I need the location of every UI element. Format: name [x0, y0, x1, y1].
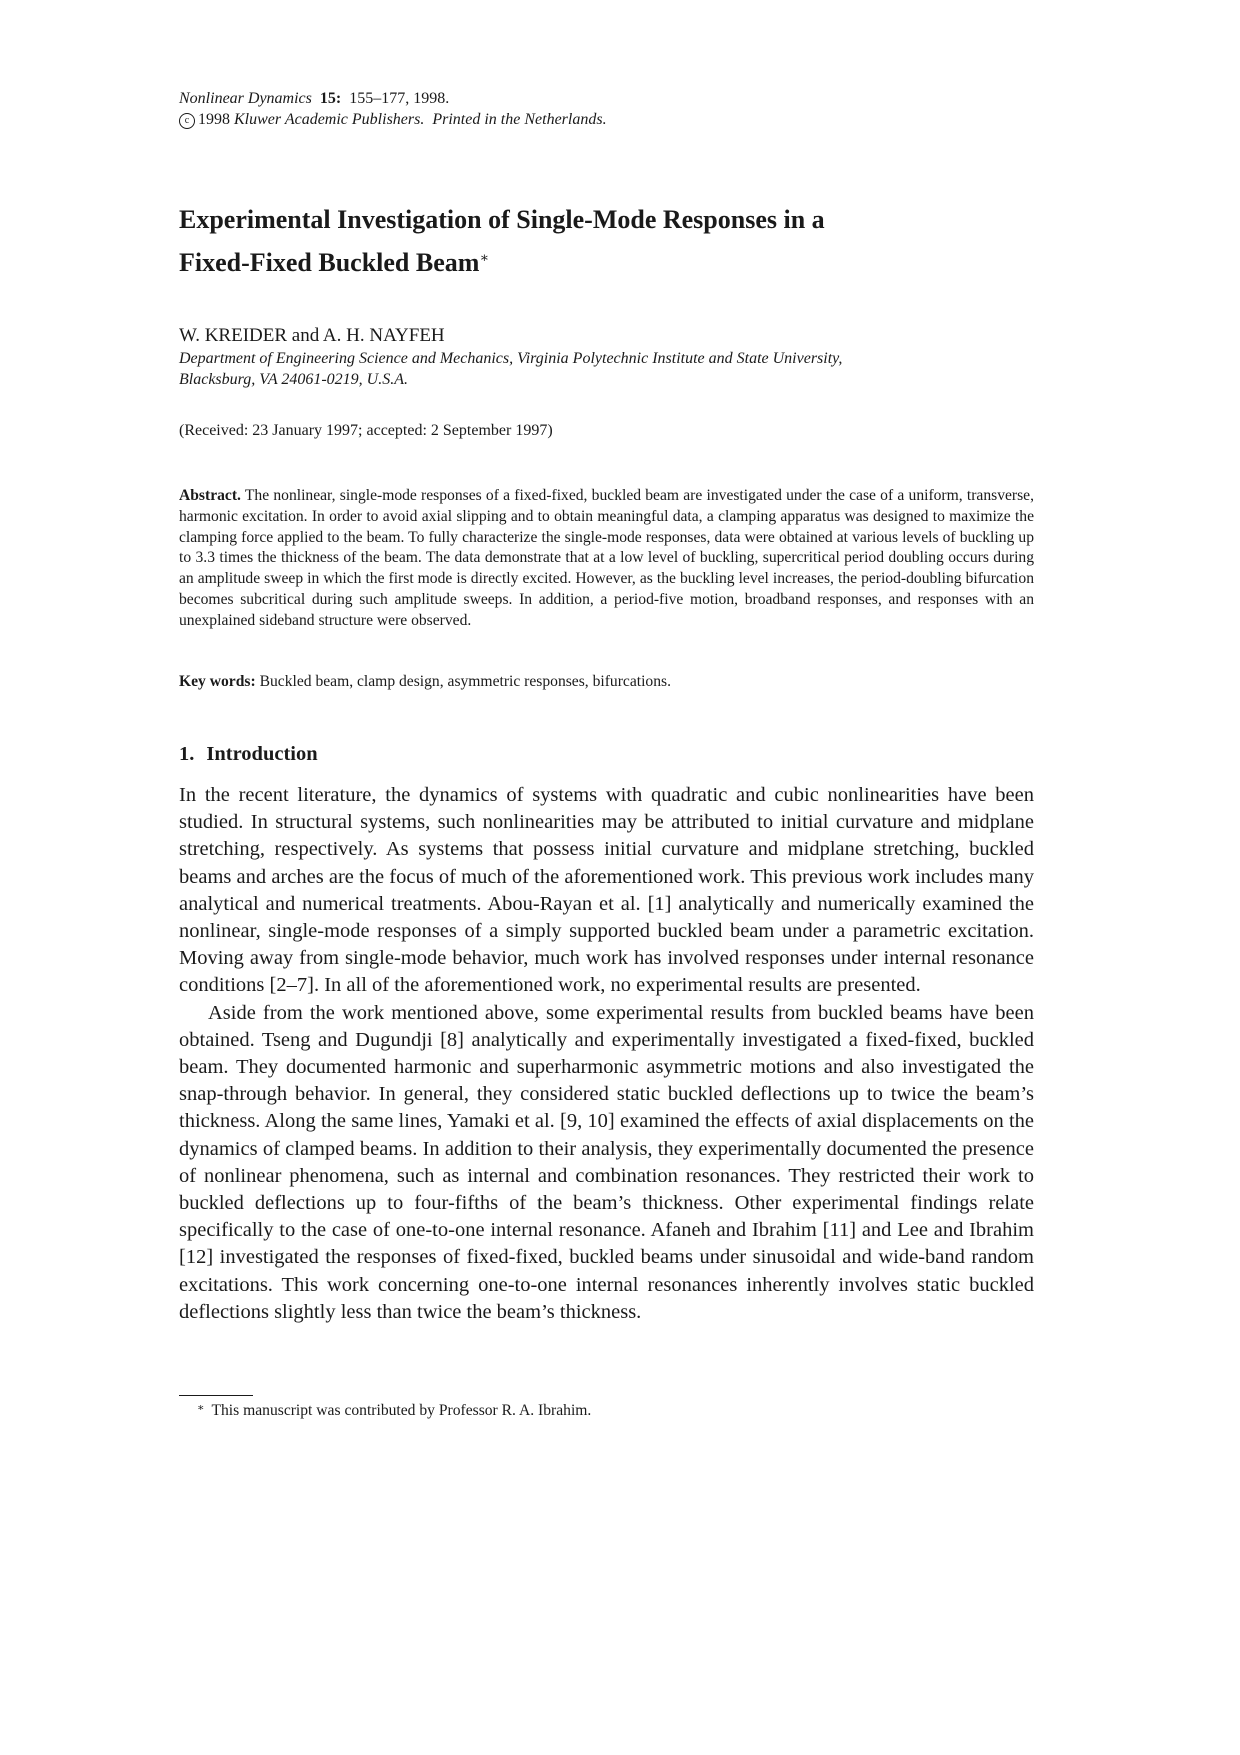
abstract: [179, 486, 1034, 632]
footnote-divider: [179, 1395, 253, 1396]
journal-header: [179, 88, 1079, 130]
affiliation: [179, 348, 1059, 390]
copyright-symbol: c: [179, 113, 195, 129]
keywords-text: Buckled beam, clamp design, asymmetric responses, bifurcations.: [259, 673, 671, 690]
title-footnote-mark: ∗: [479, 251, 489, 266]
paper-title: [179, 200, 1059, 282]
copyright-line: [179, 109, 1079, 130]
title-line-1: Experimental Investigation of Single-Mode Responses in a: [179, 205, 825, 234]
title-line-2: Fixed-Fixed Buckled Beam: [179, 248, 480, 277]
section-number: 1.: [179, 743, 195, 765]
body-paragraph-1: In the recent literature, the dynamics of systems with quadratic and cubic nonlinearities have been studied. In structural systems, such nonlinearities may be attributed to initial curvature and midplane stretching, respectively. As systems that possess initial curvature and midplane stretching, buckled beams and arches are the focus of much of the aforementioned work. This previous work includes many analytical and numerical treatments. Abou-Rayan et al. [1] analytically and numerically examined the nonlinear, single-mode responses of a simply supported buckled beam under a parametric excitation. Moving away from single-mode behavior, much work has involved responses under internal resonance conditions [2–7]. In all of the aforementioned work, no experimental results are presented.: [179, 784, 1034, 997]
publisher-name: Kluwer Academic Publishers.: [234, 111, 425, 128]
author-list: W. KREIDER and A. H. NAYFEH: [179, 325, 445, 346]
journal-volume: 15:: [319, 90, 342, 107]
journal-citation-line: [179, 88, 1079, 109]
introduction-body: [179, 782, 1034, 1326]
footnote-mark: ∗: [197, 1402, 205, 1414]
affiliation-line-1: Department of Engineering Science and Mechanics, Virginia Polytechnic Institute and State University,: [179, 350, 843, 367]
printed-location: Printed in the Netherlands.: [432, 111, 607, 128]
keywords-label: Key words:: [179, 673, 256, 690]
keywords: [179, 671, 1034, 692]
abstract-label: Abstract.: [179, 487, 241, 504]
copyright-year: 1998: [198, 111, 230, 128]
footnote-text: This manuscript was contributed by Professor R. A. Ibrahim.: [211, 1402, 592, 1419]
affiliation-line-2: Blacksburg, VA 24061-0219, U.S.A.: [179, 371, 409, 388]
journal-name: Nonlinear Dynamics: [179, 90, 312, 107]
journal-pages-year: 155–177, 1998.: [349, 90, 450, 107]
body-paragraph-2: Aside from the work mentioned above, some experimental results from buckled beams have been obtained. Tseng and Dugundji [8] analytically and experimentally investigated a fixed-fixed, buckled beam. They documented harmonic and superharmonic asymmetric motions and also investigated the snap-through behavior. In general, they considered static buckled deflections up to twice the beam’s thickness. Along the same lines, Yamaki et al. [9, 10] examined the effects of axial displacements on the dynamics of clamped beams. In addition to their analysis, they experimentally documented the presence of nonlinear phenomena, such as internal and combination resonances. They restricted their work to buckled deflections up to four-fifths of the beam’s thickness. Other experimental findings relate specifically to the case of one-to-one internal resonance. Afaneh and Ibrahim [11] and Lee and Ibrahim [12] investigated the responses of fixed-fixed, buckled beams under sinusoidal and wide-band random excitations. This work concerning one-to-one internal resonances inherently involves static buckled deflections slightly less than twice the beam’s thickness.: [179, 1001, 1034, 1323]
footnote: [179, 1398, 591, 1421]
received-dates: (Received: 23 January 1997; accepted: 2 September 1997): [179, 422, 553, 439]
section-heading-introduction: [179, 741, 318, 767]
section-title: Introduction: [206, 743, 318, 765]
abstract-text: The nonlinear, single-mode responses of a fixed-fixed, buckled beam are investigated under the case of a uniform, transverse, harmonic excitation. In order to avoid axial slipping and to obtain meaningful data, a clamping apparatus was designed to maximize the clamping force applied to the beam. To fully characterize the single-mode responses, data were obtained at various levels of buckling up to 3.3 times the thickness of the beam. The data demonstrate that at a low level of buckling, supercritical period doubling occurs during an amplitude sweep in which the first mode is directly excited. However, as the buckling level increases, the period-doubling bifurcation becomes subcritical during such amplitude sweeps. In addition, a period-five motion, broadband responses, and responses with an unexplained sideband structure were observed.: [179, 487, 1034, 629]
